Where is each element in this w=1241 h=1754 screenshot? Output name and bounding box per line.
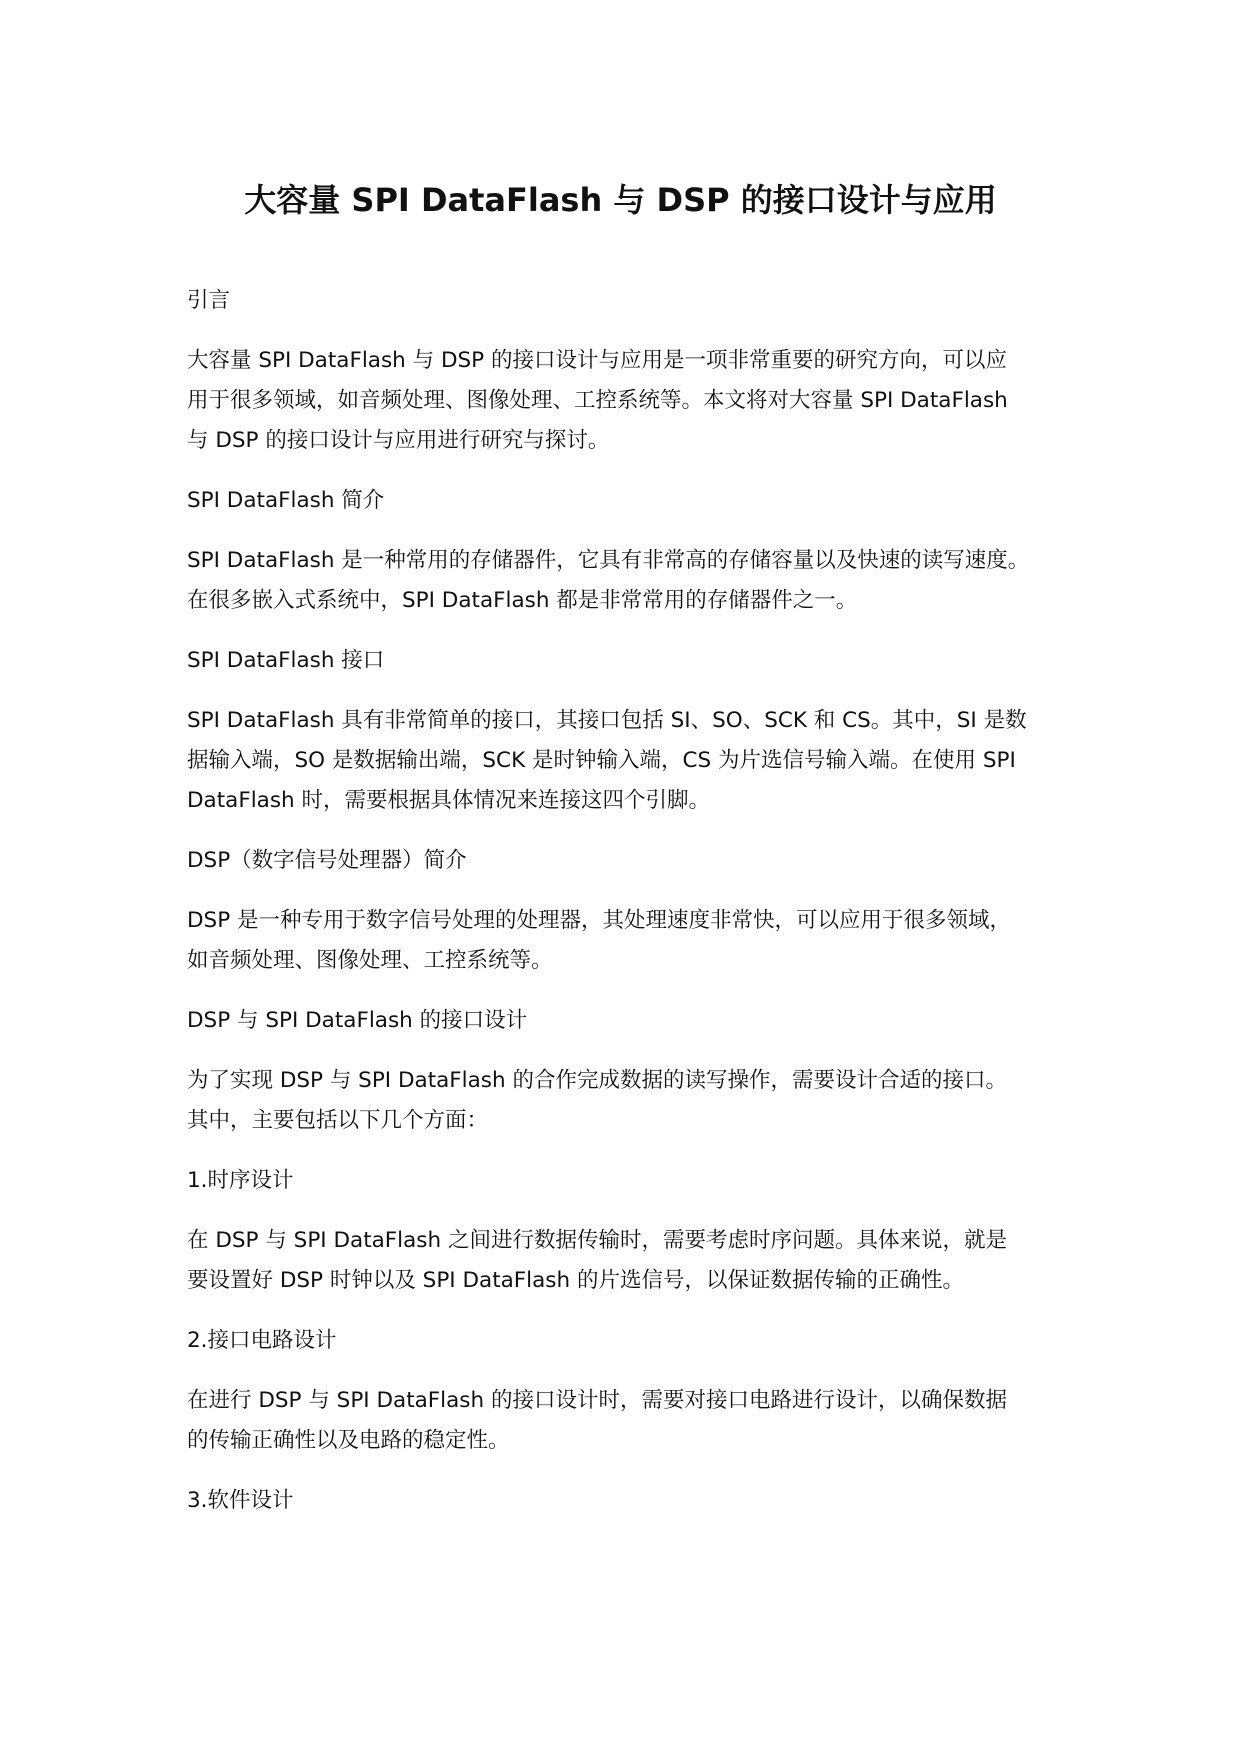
- text-line: SPI DataFlash 简介: [187, 488, 385, 513]
- body-paragraph: [187, 341, 1087, 461]
- section-heading: [187, 841, 1087, 881]
- text-line: 为了实现 DSP 与 SPI DataFlash 的合作完成数据的读写操作，需要设计合适的接口。: [187, 1068, 1007, 1093]
- section-heading: [187, 281, 1087, 321]
- text-line: SPI DataFlash 接口: [187, 648, 385, 673]
- text-line: 用于很多领域，如音频处理、图像处理、工控系统等。本文将对大容量 SPI DataFlash: [187, 388, 1008, 413]
- text-line: DataFlash 时，需要根据具体情况来连接这四个引脚。: [187, 788, 711, 813]
- text-line: 在进行 DSP 与 SPI DataFlash 的接口设计时，需要对接口电路进行设计，以确保数据: [187, 1388, 1007, 1413]
- document-body: [187, 281, 1087, 1541]
- body-paragraph: [187, 541, 1087, 621]
- document-title: 大容量 SPI DataFlash 与 DSP 的接口设计与应用: [244, 181, 997, 219]
- text-line: 如音频处理、图像处理、工控系统等。: [187, 948, 553, 973]
- text-line: 据输入端，SO 是数据输出端，SCK 是时钟输入端，CS 为片选信号输入端。在使用 SPI: [187, 748, 1016, 773]
- body-paragraph: [187, 1221, 1087, 1301]
- section-heading: [187, 641, 1087, 681]
- section-heading: [187, 481, 1087, 521]
- text-line: DSP（数字信号处理器）简介: [187, 848, 467, 873]
- section-heading: [187, 1481, 1087, 1521]
- body-paragraph: [187, 1061, 1087, 1141]
- text-line: SPI DataFlash 具有非常简单的接口，其接口包括 SI、SO、SCK 和 CS。其中，SI 是数: [187, 708, 1027, 733]
- text-line: 要设置好 DSP 时钟以及 SPI DataFlash 的片选信号，以保证数据传输的正确性。: [187, 1268, 964, 1293]
- body-paragraph: [187, 1381, 1087, 1461]
- text-line: 3.软件设计: [187, 1488, 294, 1513]
- section-heading: [187, 1321, 1087, 1361]
- section-heading: [187, 1001, 1087, 1041]
- text-line: DSP 与 SPI DataFlash 的接口设计: [187, 1008, 528, 1033]
- text-line: 在 DSP 与 SPI DataFlash 之间进行数据传输时，需要考虑时序问题。具体来说，就是: [187, 1228, 1007, 1253]
- text-line: 的传输正确性以及电路的稳定性。: [187, 1428, 510, 1453]
- text-line: 与 DSP 的接口设计与应用进行研究与探讨。: [187, 428, 610, 453]
- text-line: 2.接口电路设计: [187, 1328, 337, 1353]
- text-line: SPI DataFlash 是一种常用的存储器件，它具有非常高的存储容量以及快速的读写速度。: [187, 548, 1030, 573]
- section-heading: [187, 1161, 1087, 1201]
- body-paragraph: [187, 701, 1087, 821]
- text-line: 大容量 SPI DataFlash 与 DSP 的接口设计与应用是一项非常重要的研究方向，可以应: [187, 348, 1007, 373]
- text-line: 其中，主要包括以下几个方面：: [187, 1108, 489, 1133]
- text-line: 1.时序设计: [187, 1168, 294, 1193]
- text-line: DSP 是一种专用于数字信号处理的处理器，其处理速度非常快，可以应用于很多领域，: [187, 908, 1012, 933]
- text-line: 在很多嵌入式系统中，SPI DataFlash 都是非常常用的存储器件之一。: [187, 588, 858, 613]
- body-paragraph: [187, 901, 1087, 981]
- text-line: 引言: [187, 288, 231, 313]
